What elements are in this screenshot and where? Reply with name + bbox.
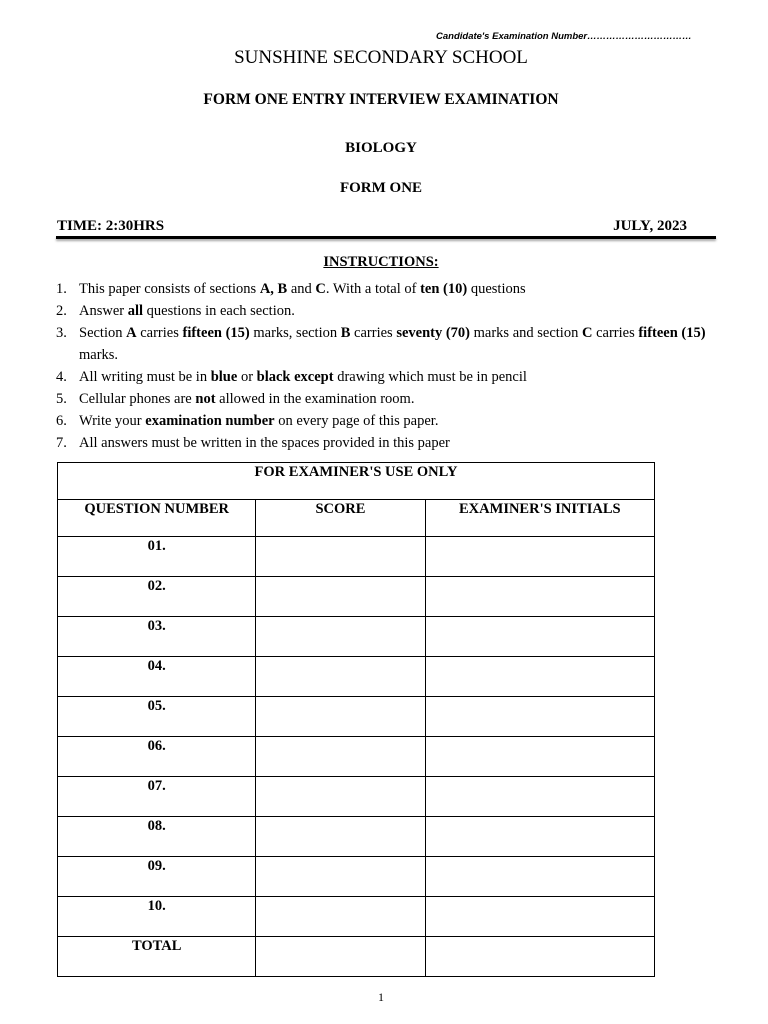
score-cell (256, 697, 425, 737)
instruction-number: 1. (56, 281, 67, 297)
examiner-table-body (58, 537, 655, 977)
instruction-text: allowed in the examination room. (215, 391, 415, 407)
instruction-text: carries (136, 325, 183, 341)
instructions-list (56, 278, 716, 454)
score-cell (256, 777, 425, 817)
table-row (58, 697, 655, 737)
examiner-initials-cell (425, 937, 654, 977)
instruction-text: . With a total of (325, 281, 421, 297)
question-number-cell: 05. (58, 697, 256, 737)
examiner-initials-cell (425, 737, 654, 777)
instruction-text: Cellular phones are (79, 391, 196, 407)
instruction-text: All answers must be written in the spaces provided in this paper (79, 435, 450, 451)
instruction-item (56, 366, 716, 388)
instruction-emphasis: black except (256, 369, 334, 385)
table-row (58, 937, 655, 977)
time-date-row (57, 218, 687, 235)
instruction-text: Answer (79, 303, 128, 319)
score-cell (256, 817, 425, 857)
instruction-emphasis: C (315, 281, 326, 297)
page-number: 1 (378, 990, 384, 1004)
table-row (58, 617, 655, 657)
table-row (58, 657, 655, 697)
examiner-table-title: FOR EXAMINER'S USE ONLY (58, 463, 655, 500)
examiner-initials-cell (425, 657, 654, 697)
instruction-emphasis: A (126, 325, 137, 341)
instruction-text: questions in each section. (143, 303, 295, 319)
instruction-emphasis: fifteen (15) (182, 325, 250, 341)
question-number-cell: 07. (58, 777, 256, 817)
form-level: FORM ONE (339, 180, 423, 196)
instruction-text: All writing must be in (79, 369, 211, 385)
instruction-emphasis: C (581, 325, 593, 341)
instruction-text: or (237, 369, 257, 385)
instruction-number: 3. (56, 325, 67, 341)
score-cell (256, 857, 425, 897)
instruction-item (56, 322, 716, 366)
instruction-text: Write your (79, 413, 146, 429)
instruction-item (56, 410, 716, 432)
instruction-text: questions (467, 281, 526, 297)
instruction-number: 5. (56, 391, 67, 407)
examiner-initials-cell (425, 697, 654, 737)
column-header-examiner-initials: EXAMINER'S INITIALS (425, 500, 654, 537)
instruction-text: marks, section (249, 325, 341, 341)
instruction-emphasis: B (340, 325, 351, 341)
examiner-initials-cell (425, 617, 654, 657)
instruction-item (56, 388, 716, 410)
examiner-use-table (57, 462, 655, 977)
exam-time: TIME: 2:30HRS (57, 218, 165, 234)
instruction-emphasis: blue (210, 369, 238, 385)
examiner-initials-cell (425, 897, 654, 937)
score-cell (256, 897, 425, 937)
examiner-initials-cell (425, 577, 654, 617)
exam-date: JULY, 2023 (613, 218, 687, 234)
examiner-initials-cell (425, 817, 654, 857)
instruction-emphasis: seventy (70) (396, 325, 471, 341)
instruction-emphasis: not (195, 391, 216, 407)
instruction-emphasis: all (127, 303, 144, 319)
instruction-text: carries (350, 325, 397, 341)
header-divider (56, 236, 716, 239)
table-row (58, 897, 655, 937)
instruction-text: drawing which must be in pencil (333, 369, 527, 385)
instruction-text: This paper consists of sections (79, 281, 260, 297)
instruction-text: marks and section (470, 325, 582, 341)
exam-title: FORM ONE ENTRY INTERVIEW EXAMINATION (203, 91, 559, 108)
instruction-text: Section (79, 325, 127, 341)
table-row (58, 817, 655, 857)
candidate-exam-number-label: Candidate's Examination Number…………………………… (436, 31, 692, 42)
table-row (58, 777, 655, 817)
question-number-cell: 02. (58, 577, 256, 617)
instruction-text: and (287, 281, 316, 297)
instruction-item (56, 300, 716, 322)
examiner-initials-cell (425, 857, 654, 897)
instruction-number: 6. (56, 413, 67, 429)
question-number-cell: 04. (58, 657, 256, 697)
examiner-initials-cell (425, 537, 654, 577)
instruction-emphasis: fifteen (15) (638, 325, 706, 341)
score-cell (256, 537, 425, 577)
score-cell (256, 737, 425, 777)
instruction-number: 2. (56, 303, 67, 319)
instruction-number: 7. (56, 435, 67, 451)
examiner-initials-cell (425, 777, 654, 817)
instruction-emphasis: ten (10) (420, 281, 468, 297)
question-number-cell: 08. (58, 817, 256, 857)
table-row (58, 857, 655, 897)
instructions-heading: INSTRUCTIONS: (323, 254, 439, 270)
question-number-cell: 10. (58, 897, 256, 937)
score-cell (256, 617, 425, 657)
question-number-cell: 09. (58, 857, 256, 897)
score-cell (256, 657, 425, 697)
question-number-cell: 06. (58, 737, 256, 777)
instruction-item (56, 432, 716, 454)
instruction-emphasis: examination number (145, 413, 275, 429)
subject-title: BIOLOGY (345, 140, 417, 156)
school-name: SUNSHINE SECONDARY SCHOOL (234, 47, 528, 68)
instruction-emphasis: A, B (259, 281, 288, 297)
table-row (58, 537, 655, 577)
score-cell (256, 937, 425, 977)
table-row (58, 577, 655, 617)
column-header-score: SCORE (256, 500, 425, 537)
instruction-text: marks. (79, 347, 119, 363)
table-row (58, 737, 655, 777)
instruction-number: 4. (56, 369, 67, 385)
question-number-cell: TOTAL (58, 937, 256, 977)
instruction-item (56, 278, 716, 300)
question-number-cell: 03. (58, 617, 256, 657)
instruction-text: carries (592, 325, 639, 341)
question-number-cell: 01. (58, 537, 256, 577)
score-cell (256, 577, 425, 617)
instruction-text: on every page of this paper. (274, 413, 439, 429)
column-header-question-number: QUESTION NUMBER (58, 500, 256, 537)
